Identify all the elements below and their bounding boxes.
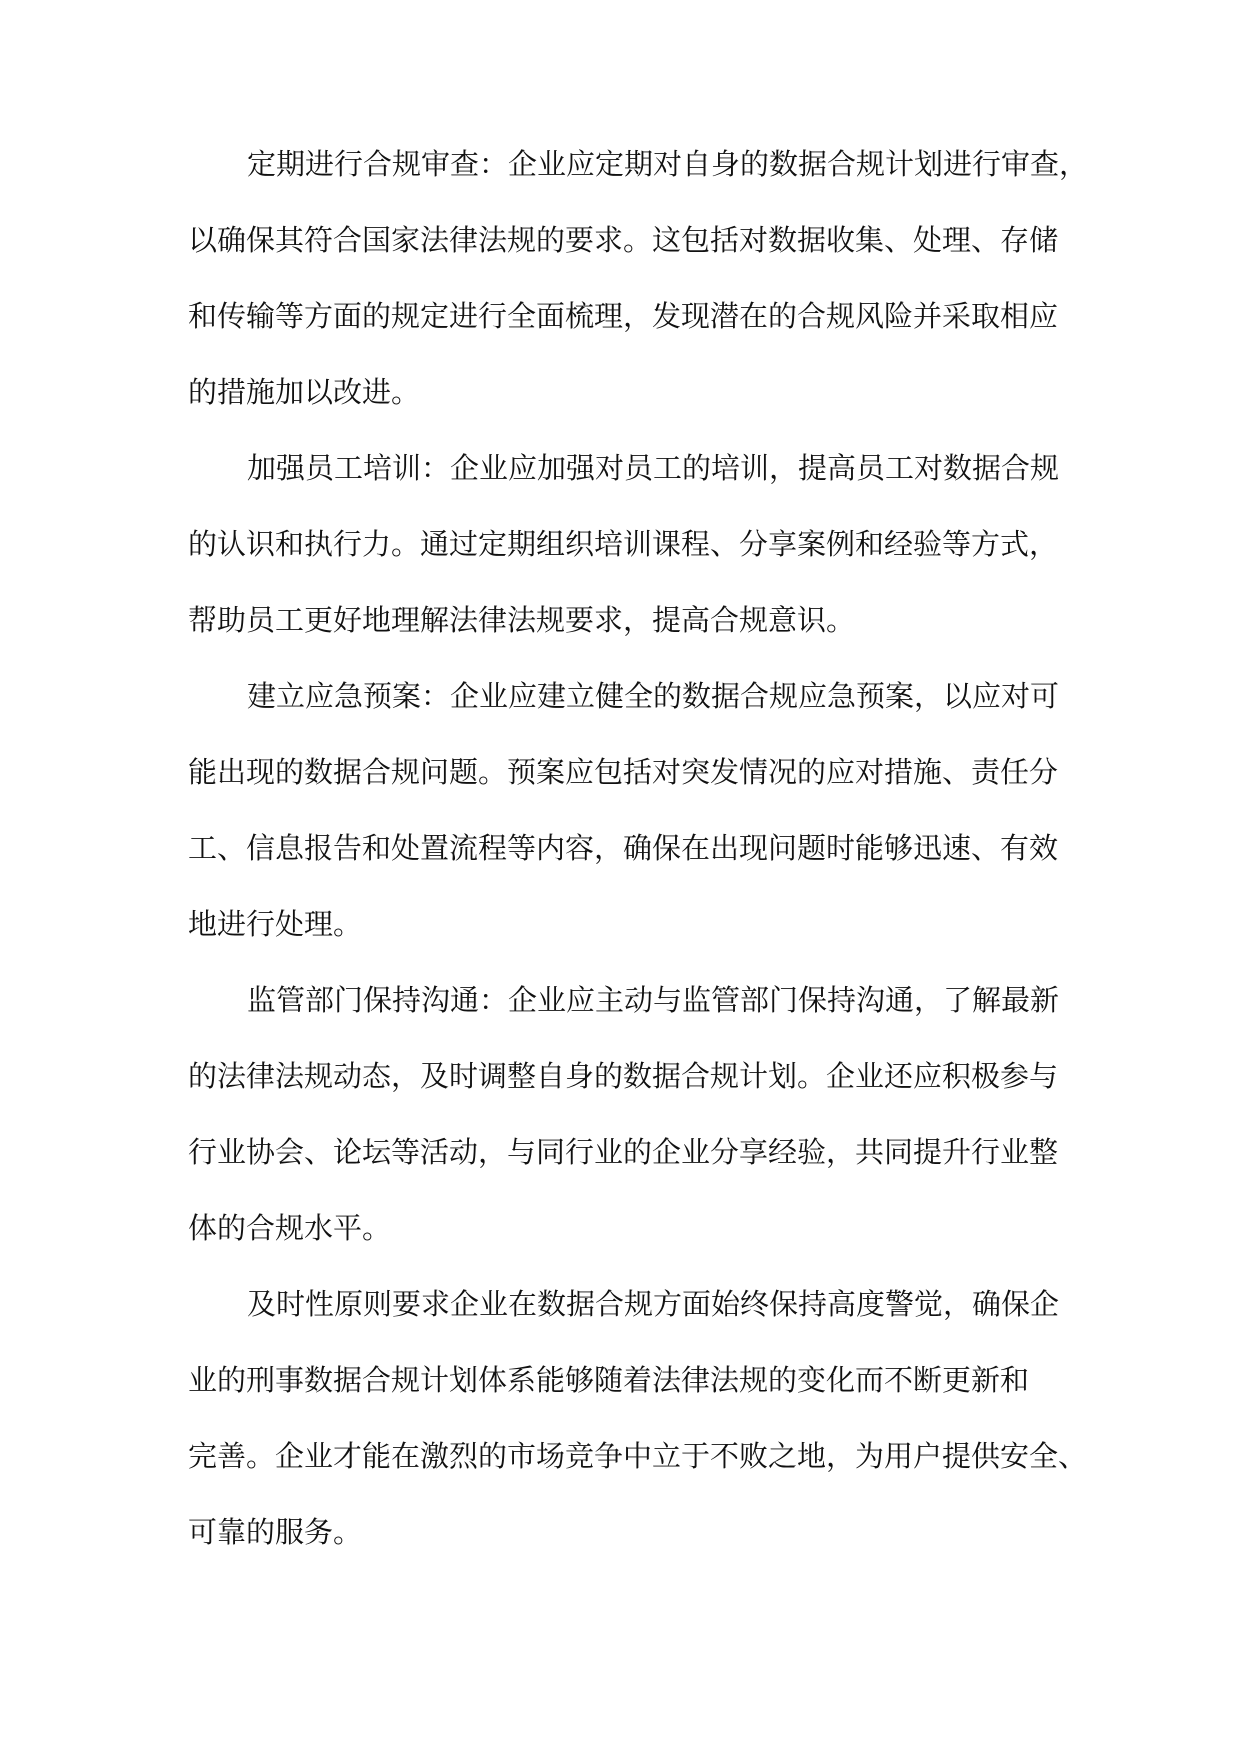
paragraph-line: 工、信息报告和处置流程等内容，确保在出现问题时能够迅速、有效 [188, 831, 1059, 865]
paragraph-line: 监管部门保持沟通：企业应主动与监管部门保持沟通，了解最新 [247, 983, 1060, 1017]
paragraph-line: 业的刑事数据合规计划体系能够随着法律法规的变化而不断更新和 [188, 1363, 1030, 1397]
paragraph-line: 以确保其符合国家法律法规的要求。这包括对数据收集、处理、存储 [188, 223, 1059, 257]
paragraph-line: 完善。企业才能在激烈的市场竞争中立于不败之地，为用户提供安全、 [188, 1439, 1088, 1473]
paragraph-line: 及时性原则要求企业在数据合规方面始终保持高度警觉，确保企 [247, 1287, 1060, 1321]
paragraph-line: 和传输等方面的规定进行全面梳理，发现潜在的合规风险并采取相应 [188, 299, 1059, 333]
paragraph-timeliness-principle [188, 1266, 1088, 1570]
paragraph-line: 帮助员工更好地理解法律法规要求，提高合规意识。 [188, 603, 856, 637]
paragraph-staff-training [188, 430, 1068, 658]
paragraph-line: 地进行处理。 [188, 907, 363, 941]
paragraph-regulator-communication [188, 962, 1068, 1266]
paragraph-line: 能出现的数据合规问题。预案应包括对突发情况的应对措施、责任分 [188, 755, 1059, 789]
paragraph-line: 的法律法规动态，及时调整自身的数据合规计划。企业还应积极参与 [188, 1059, 1059, 1093]
paragraph-line: 行业协会、论坛等活动，与同行业的企业分享经验，共同提升行业整 [188, 1135, 1059, 1169]
paragraph-line: 体的合规水平。 [188, 1211, 392, 1245]
paragraph-line: 的措施加以改进。 [188, 375, 421, 409]
paragraph-compliance-review [188, 126, 1089, 430]
paragraph-line: 建立应急预案：企业应建立健全的数据合规应急预案，以应对可 [247, 679, 1060, 713]
paragraph-line: 加强员工培训：企业应加强对员工的培训，提高员工对数据合规 [247, 451, 1060, 485]
paragraph-line: 可靠的服务。 [188, 1515, 363, 1549]
paragraph-emergency-plan [188, 658, 1068, 962]
paragraph-line: 的认识和执行力。通过定期组织培训课程、分享案例和经验等方式， [188, 527, 1059, 561]
paragraph-line: 定期进行合规审查：企业应定期对自身的数据合规计划进行审查， [247, 147, 1089, 181]
document-body [188, 126, 1089, 1570]
